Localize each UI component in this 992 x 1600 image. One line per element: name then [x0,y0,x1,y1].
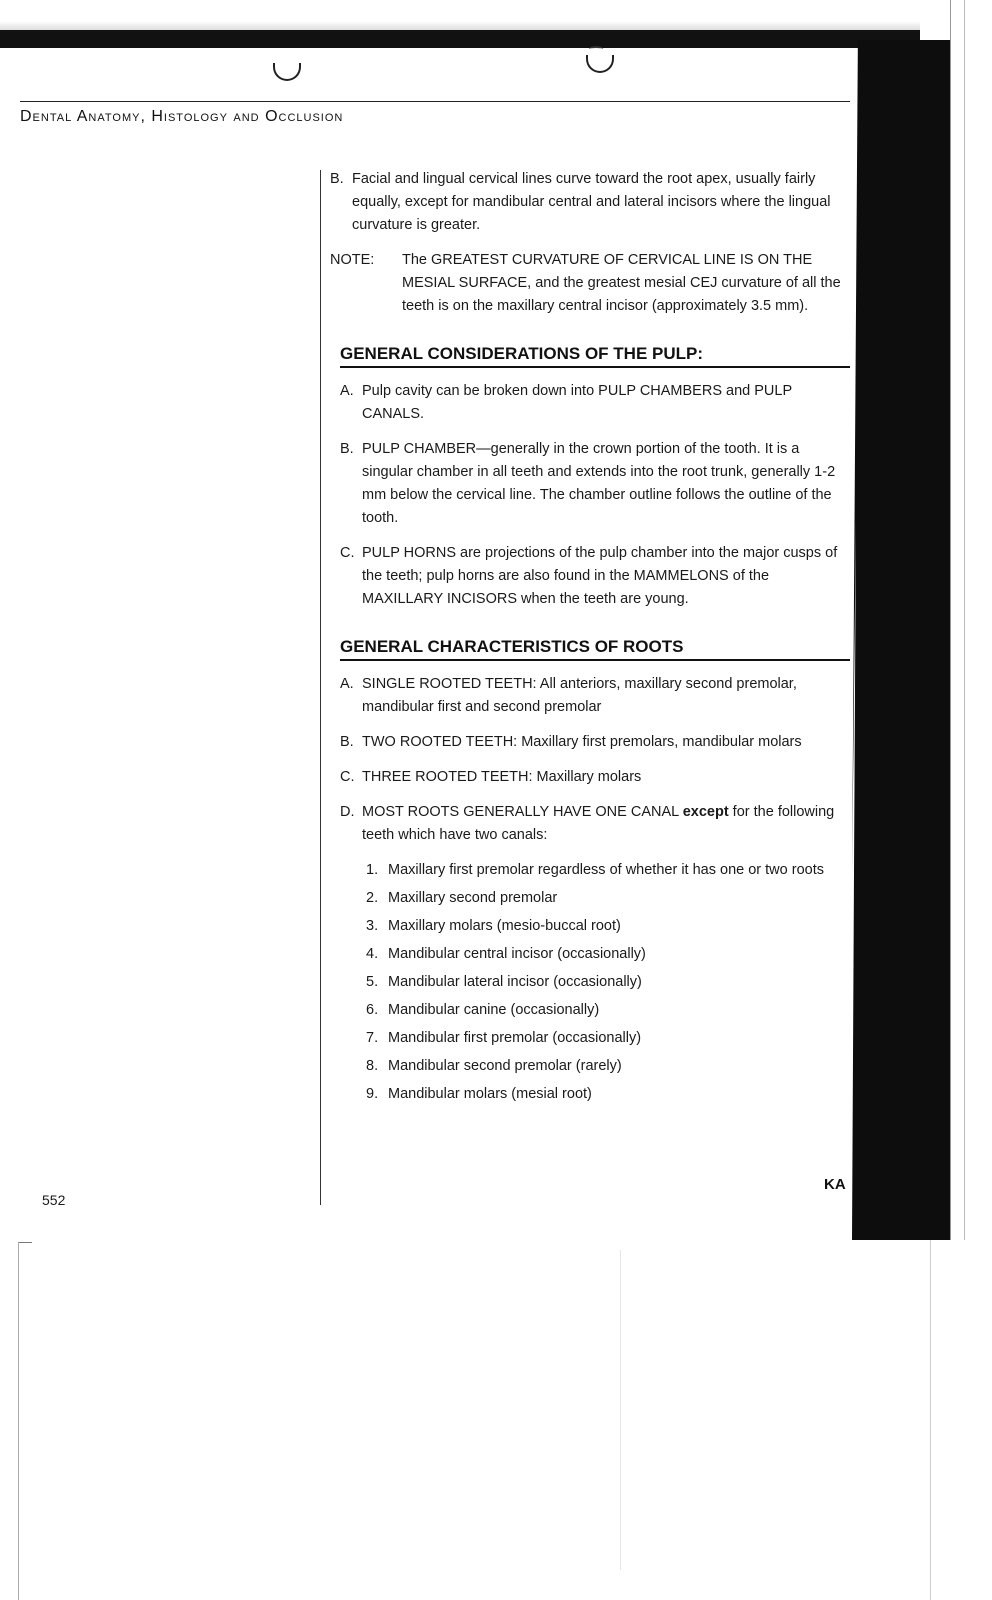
scan-shadow-block [852,40,950,1240]
header-rule [20,101,850,102]
sublist-text: Mandibular central incisor (occasionally) [388,946,646,962]
item-text: PULP CHAMBER—generally in the crown portion of the tooth. It is a singular chamber in all teeth and extends into the root trunk, generally 1-2 mm below the cervical line. The chamber outline follows the outline of the tooth. [362,441,836,526]
sublist-number: 3. [366,918,379,934]
sublist-text: Mandibular lateral incisor (occasionally) [388,974,642,990]
sublist-number: 8. [366,1058,379,1074]
binder-hole-right [586,55,614,73]
list-item [340,731,850,754]
scan-right-edge [930,1240,931,1600]
sublist-item [340,1055,850,1078]
item-text: THREE ROOTED TEETH: Maxillary molars [362,769,642,785]
sublist-text: Maxillary second premolar [388,890,558,906]
section-rule [340,366,850,368]
item-label: C. [340,545,355,561]
list-item-d [340,801,850,847]
sublist-item [340,915,850,938]
sublist-text: Mandibular molars (mesial root) [388,1086,592,1102]
scan-left-edge [18,1242,19,1600]
item-label: C. [340,769,355,785]
two-canal-sublist [340,859,850,1106]
binder-hole-right-cap [589,46,603,52]
cervical-note [330,249,850,318]
sublist-text: Maxillary first premolar regardless of whether it has one or two roots [388,862,824,878]
sublist-number: 5. [366,974,379,990]
sublist-item [340,1027,850,1050]
scan-edge-line [950,0,951,1240]
sublist-item [340,859,850,882]
sublist-number: 4. [366,946,379,962]
scan-stray-line [620,1250,621,1570]
page-content [330,168,850,1111]
list-item [340,380,850,426]
running-header: Dental Anatomy, Histology and Occlusion [20,108,344,125]
item-text-before: MOST ROOTS GENERALLY HAVE ONE CANAL [362,804,683,820]
item-text: Facial and lingual cervical lines curve toward the root apex, usually fairly equally, except for mandibular central and lateral incisors where the lingual curvature is greater. [352,171,831,233]
sublist-text: Maxillary molars (mesio-buccal root) [388,918,621,934]
cervical-item-b [330,168,850,237]
scan-top-fade [0,0,920,30]
scan-corner-mark [18,1242,32,1243]
list-item [340,673,850,719]
scan-right-shadow [852,0,992,1240]
roots-section [330,635,850,661]
sublist-number: 2. [366,890,379,906]
sublist-item [340,971,850,994]
page-number: 552 [42,1192,66,1208]
item-label: B. [330,171,344,187]
list-item [340,542,850,611]
sublist-item [340,999,850,1022]
sublist-text: Mandibular canine (occasionally) [388,1002,600,1018]
item-text: PULP HORNS are projections of the pulp chamber into the major cusps of the teeth; pulp horns are also found in the MAMMELONS of the MAXILLARY INCISORS when the teeth are young. [362,545,838,607]
sublist-number: 1. [366,862,379,878]
column-rule [320,170,321,1205]
sublist-number: 6. [366,1002,379,1018]
roots-list [340,673,850,1106]
item-label: B. [340,734,354,750]
sublist-item [340,943,850,966]
item-label: D. [340,804,355,820]
sublist-number: 7. [366,1030,379,1046]
item-text: SINGLE ROOTED TEETH: All anteriors, maxillary second premolar, mandibular first and second premolar [362,676,797,715]
item-label: A. [340,676,354,692]
sublist-number: 9. [366,1086,379,1102]
list-item [340,438,850,530]
section-heading-roots: GENERAL CHARACTERISTICS OF ROOTS [340,637,684,656]
note-text: The GREATEST CURVATURE OF CERVICAL LINE IS ON THE MESIAL SURFACE, and the greatest mesial CEJ curvature of all the teeth is on the maxillary central incisor (approximately 3.5 mm). [402,252,841,314]
item-label: A. [340,383,354,399]
item-text: TWO ROOTED TEETH: Maxillary first premolars, mandibular molars [362,734,802,750]
scan-top-bar [0,30,920,48]
sublist-item [340,887,850,910]
section-rule [340,659,850,661]
item-text-after: for the following teeth which have two canals: [362,804,835,843]
sublist-item [340,1083,850,1106]
pulp-list [340,380,850,611]
item-text: Pulp cavity can be broken down into PULP CHAMBERS and PULP CANALS. [362,383,792,422]
list-item [340,766,850,789]
section-heading-pulp: GENERAL CONSIDERATIONS OF THE PULP: [340,344,704,363]
scan-edge-line-outer [964,0,965,1240]
note-label: NOTE: [330,252,375,268]
pulp-section [330,342,850,368]
sublist-text: Mandibular second premolar (rarely) [388,1058,622,1074]
item-text-bold: except [682,804,729,820]
binder-hole-left [273,63,301,81]
item-label: B. [340,441,354,457]
publisher-fragment: KA [824,1176,846,1193]
sublist-text: Mandibular first premolar (occasionally) [388,1030,642,1046]
